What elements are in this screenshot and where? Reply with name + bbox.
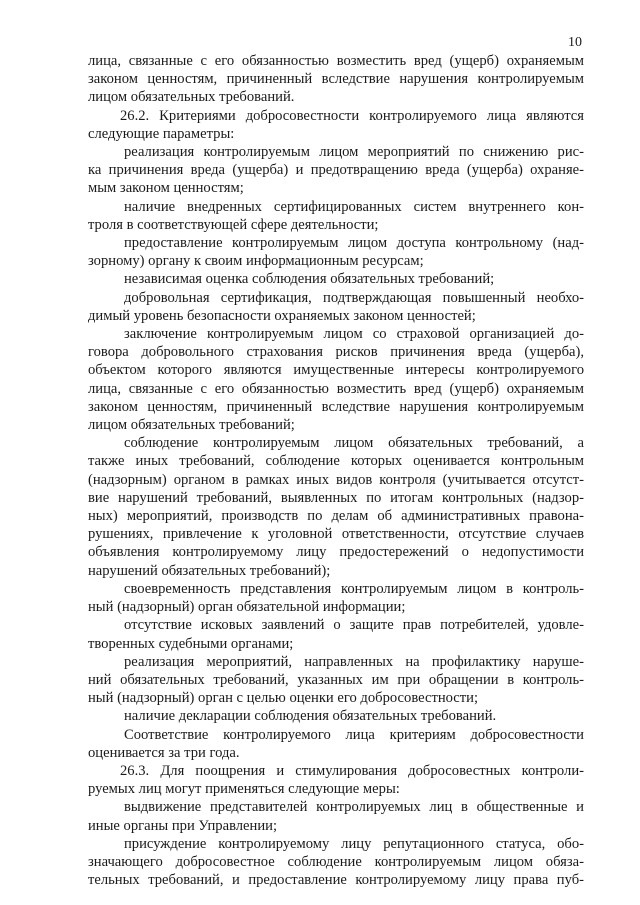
- text-line: независимая оценка соблюдения обязательных требований;: [124, 271, 495, 288]
- text-line: рушениях, привлечение к уголовной ответственности, отсутствие случаев: [88, 526, 584, 543]
- text-line: законом ценностям, причиненный вследствие нарушения контролируемым: [88, 71, 584, 88]
- text-line: иные органы при Управлении;: [88, 817, 278, 834]
- text-line: зорному) органу к своим информационным ресурсам;: [88, 253, 424, 270]
- text-line: творенных судебными органами;: [88, 635, 294, 652]
- text-line: соблюдение контролируемым лицом обязательных требований, а: [124, 435, 584, 452]
- text-line: лица, связанные с его обязанностью возместить вред (ущерб) охраняемым: [88, 380, 584, 397]
- text-line: (надзорным) органом в рамках иных видов контроля (учитывается отсутст-: [88, 471, 584, 488]
- text-line: лицом обязательных требований.: [88, 89, 295, 106]
- text-line: нарушений обязательных требований);: [88, 562, 331, 579]
- text-line: тельных требований, и предоставление контролируемому лицу права пуб-: [88, 872, 584, 889]
- text-line: наличие внедренных сертифицированных систем внутреннего кон-: [124, 198, 584, 215]
- text-line: реализация мероприятий, направленных на профилактику наруше-: [124, 653, 584, 670]
- text-line: Соответствие контролируемого лица критериям добросовестности: [124, 726, 584, 743]
- text-line: предоставление контролируемым лицом доступа контрольному (над-: [124, 235, 584, 252]
- text-line: реализация контролируемым лицом мероприятий по снижению рис-: [124, 144, 584, 161]
- text-line: присуждение контролируемому лицу репутационного статуса, обо-: [124, 835, 584, 852]
- text-line: добровольная сертификация, подтверждающая повышенный необхо-: [124, 289, 584, 306]
- text-line: ний обязательных требований, указанных им при обращении в контроль-: [88, 671, 584, 688]
- page-number: 10: [568, 35, 582, 50]
- text-line: ных) мероприятий, производств по делам об административных правона-: [88, 508, 584, 525]
- text-line: ка причинения вреда (ущерба) и предотвращению вреда (ущерба) охраняе-: [88, 162, 584, 179]
- text-line: заключение контролируемым лицом со страховой организацией до-: [124, 326, 584, 343]
- text-line: лица, связанные с его обязанностью возместить вред (ущерб) охраняемым: [88, 53, 584, 69]
- text-line: следующие параметры:: [88, 125, 235, 142]
- text-line: ный (надзорный) орган с целью оценки его добросовестности;: [88, 690, 479, 707]
- text-line: 26.2. Критериями добросовестности контролируемого лица являются: [120, 107, 584, 124]
- text-line: лицом обязательных требований;: [88, 417, 295, 434]
- text-line: оценивается за три года.: [88, 744, 240, 761]
- text-line: также иных требований, соблюдение которых оценивается контрольным: [88, 453, 584, 470]
- text-line: руемых лиц могут применяться следующие меры:: [88, 781, 400, 798]
- text-line: значающего добросовестное соблюдение контролируемым лицом обяза-: [88, 853, 584, 870]
- text-line: объектом которого являются имущественные интересы контролируемого: [88, 362, 584, 379]
- text-line: отсутствие исковых заявлений о защите прав потребителей, удовле-: [124, 617, 584, 634]
- text-line: говора добровольного страхования рисков причинения вреда (ущерба),: [88, 344, 584, 361]
- text-line: выдвижение представителей контролируемых лиц в общественные и: [124, 799, 584, 816]
- text-line: законом ценностям, причиненный вследствие нарушения контролируемым: [88, 398, 584, 415]
- text-line: ный (надзорный) орган обязательной информации;: [88, 599, 406, 616]
- text-line: троля в соответствующей сфере деятельности;: [88, 216, 379, 233]
- text-line: вие нарушений требований, выявленных по итогам контрольных (надзор-: [88, 489, 584, 506]
- text-line: наличие декларации соблюдения обязательных требований.: [124, 708, 497, 725]
- text-line: объявления контролируемому лицу предостережений о недопустимости: [88, 544, 584, 561]
- text-line: димый уровень безопасности охраняемых законом ценностей;: [88, 307, 476, 324]
- text-line: своевременность представления контролируемым лицом в контроль-: [124, 580, 584, 597]
- document-body: [88, 52, 584, 889]
- text-line: 26.3. Для поощрения и стимулирования добросовестных контроли-: [120, 762, 584, 779]
- text-line: мым законом ценностям;: [88, 180, 244, 197]
